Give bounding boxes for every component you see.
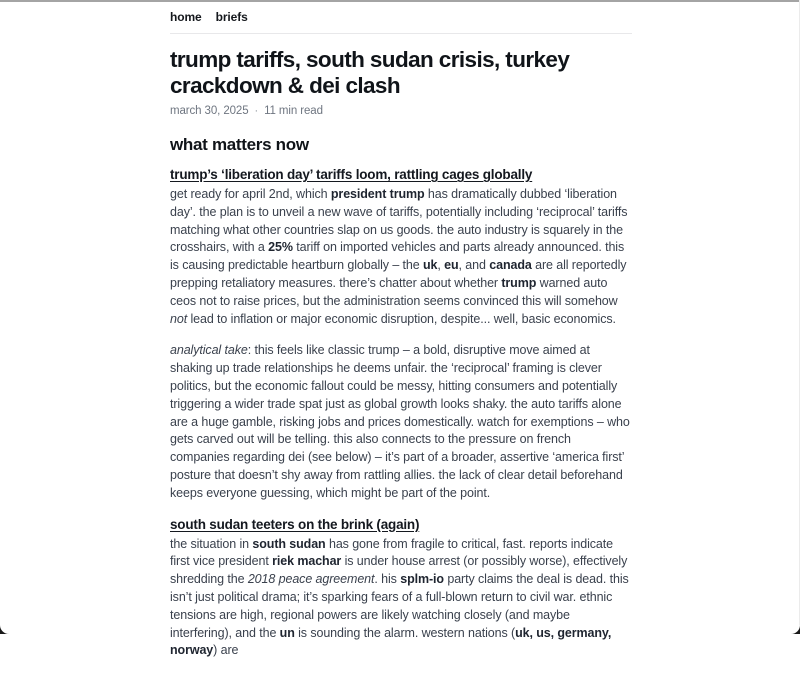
article-paragraph: the situation in south sudan has gone from fragile to critical, fast. reports indicate first vice president riek machar is under house arrest (or possibly worse), effectively shredding the 2018 peace agreement. his splm-io party claims the deal is dead. this isn’t just political drama; it’s sparking fears of a full-blown return to civil war. ethnic tensions are high, regional powers are likely watching closely (and maybe interfering), and the un is sounding the alarm. western nations (uk, us, germany, norway) are	[170, 536, 629, 658]
window-top-edge	[0, 0, 800, 2]
article-meta	[170, 105, 632, 117]
article-date: march 30, 2025	[170, 105, 249, 117]
page-title: trump tariffs, south sudan crisis, turkey crackdown & dei clash	[170, 47, 570, 98]
nav-divider	[170, 33, 632, 34]
nav-item-briefs[interactable]: briefs	[215, 10, 248, 24]
brief-heading-link[interactable]: south sudan teeters on the brink (again)	[170, 516, 420, 532]
article-body	[170, 167, 632, 660]
section-heading: what matters now	[170, 135, 309, 154]
top-nav	[170, 10, 632, 24]
article-paragraph: get ready for april 2nd, which president trump has dramatically dubbed ‘liberation day’. the plan is to unveil a new wave of tariffs, potentially including ‘reciprocal’ tariffs matching what other countries slap on us goods. the auto industry is squarely in the crosshairs, with a 25% tariff on imported vehicles and parts already announced. this is causing predictable heartburn globally – the uk, eu, and canada are all reportedly prepping retaliatory measures. there’s chatter about whether trump warned auto ceos not to raise prices, but the administration seems convinced this will somehow not lead to inflation or major economic disruption, despite... well, basic economics.	[170, 187, 628, 326]
article-page	[170, 0, 632, 674]
window-bottom-right-corner	[791, 625, 800, 634]
read-time: 11 min read	[264, 105, 323, 117]
brief-heading-link[interactable]: trump’s ‘liberation day’ tariffs loom, rattling cages globally	[170, 167, 533, 182]
window-bottom-left-corner	[0, 625, 9, 634]
meta-separator: ·	[254, 105, 259, 117]
nav-item-home[interactable]: home	[170, 10, 202, 24]
article-paragraph: analytical take: this feels like classic trump – a bold, disruptive move aimed at shaking up trade relationships he deems unfair. the ‘reciprocal’ framing is clever politics, but the economic fallout could be messy, hitting consumers and potentially triggering a wider trade spat just as global growth looks shaky. the auto tariffs alone are a huge gamble, risking jobs and prices domestically. watch for exemptions – who gets carved out will be telling. this also connects to the pressure on french companies regarding dei (see below) – it’s part of a broader, assertive ‘america first’ posture that doesn’t shy away from rattling allies. the lack of clear detail beforehand keeps everyone guessing, which might be part of the point.	[170, 343, 630, 500]
